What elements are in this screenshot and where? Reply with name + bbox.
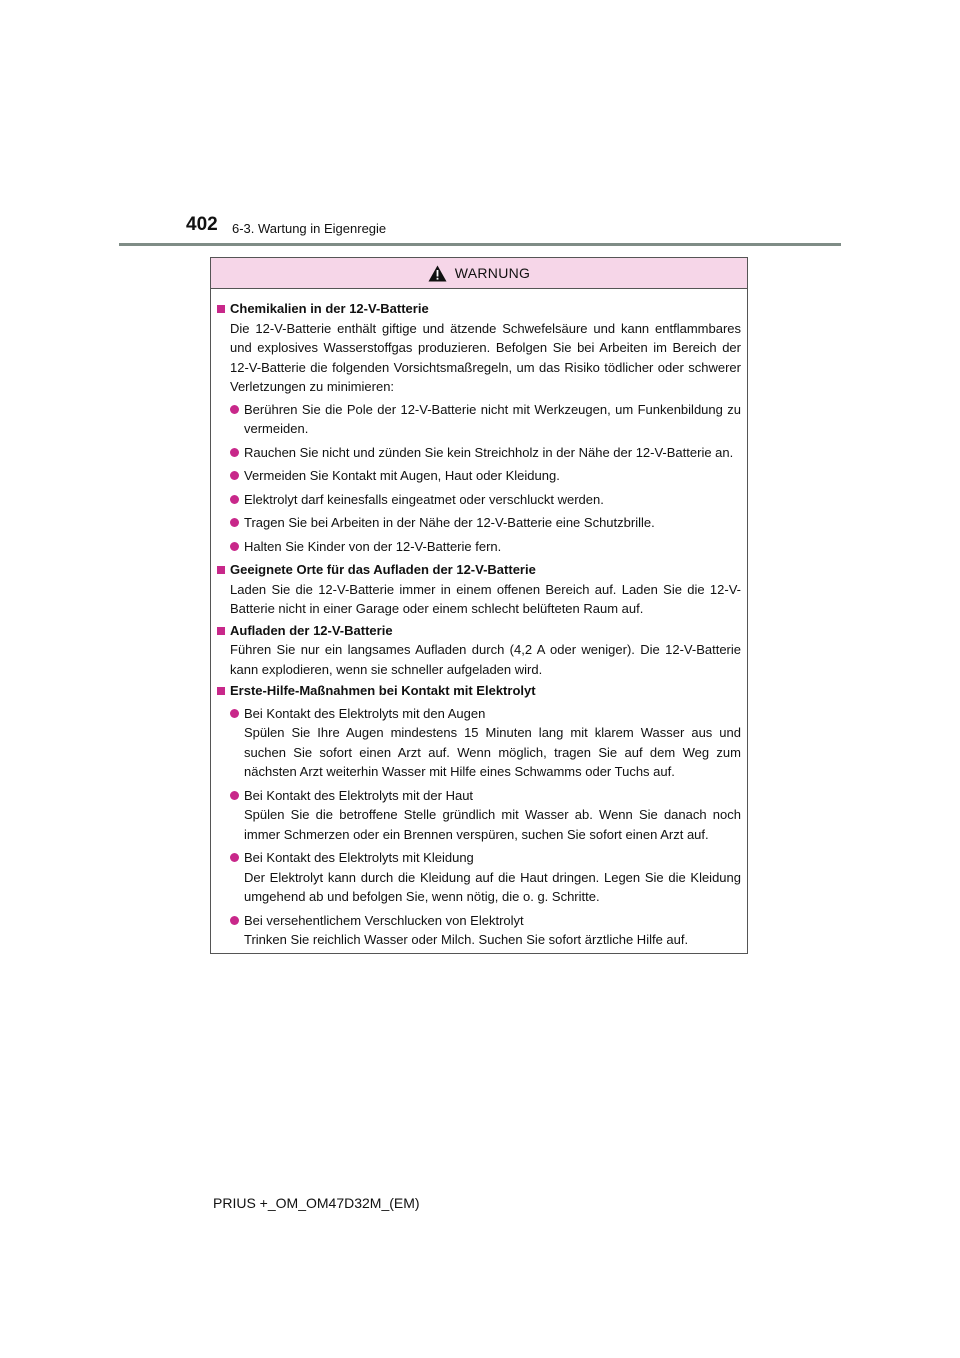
bullet-detail-text: Der Elektrolyt kann durch die Kleidung auf die Haut dringen. Legen Sie die Kleidung umgehend ab und befolgen Sie, wenn nötig, die o. g. Schritte.	[244, 869, 741, 904]
round-bullet-icon	[230, 518, 239, 527]
section-text: Führen Sie nur ein langsames Aufladen durch (4,2 A oder weniger). Die 12-V-Batterie kann explodieren, wenn sie schneller aufgeladen wird.	[230, 642, 741, 677]
section-heading-row	[217, 681, 741, 701]
bullet-content	[244, 490, 741, 510]
warning-section	[217, 560, 741, 619]
section-text: Laden Sie die 12-V-Batterie immer in einem offenen Bereich auf. Laden Sie die 12-V-Batterie nicht in einer Garage oder einem schlecht belüfteten Raum auf.	[230, 581, 741, 616]
warning-section	[217, 621, 741, 680]
bullet-text: Bei Kontakt des Elektrolyts mit den Augen	[244, 705, 486, 721]
round-bullet-icon	[230, 471, 239, 480]
bullet-content	[244, 848, 741, 907]
section-title: 6-3. Wartung in Eigenregie	[232, 221, 387, 236]
header-rule	[119, 243, 841, 246]
section-heading-row	[217, 560, 741, 580]
warning-triangle-icon	[428, 265, 447, 282]
bullet-text: Halten Sie Kinder von der 12-V-Batterie fern.	[244, 538, 502, 554]
page-number: 402	[186, 214, 218, 235]
square-bullet-icon	[217, 305, 225, 313]
bullet-content	[244, 400, 741, 439]
section-heading: Geeignete Orte für das Aufladen der 12-V-Batterie	[230, 562, 536, 577]
warning-box	[210, 257, 748, 954]
bullet-detail-text: Trinken Sie reichlich Wasser oder Milch. Suchen Sie sofort ärztliche Hilfe auf.	[244, 932, 689, 947]
bullet-detail-text: Spülen Sie Ihre Augen mindestens 15 Minuten lang mit klarem Wasser aus und suchen Sie sofort einen Arzt auf. Wenn möglich, tragen Sie auf dem Weg zum nächsten Arzt weiterhin Wasser mit Hilfe eines Schwamms oder Tuchs auf.	[244, 725, 741, 779]
section-heading-row	[217, 299, 741, 319]
section-heading: Aufladen der 12-V-Batterie	[230, 622, 393, 638]
bullet-item	[217, 443, 741, 463]
bullet-detail-text: Spülen Sie die betroffene Stelle gründlich mit Wasser ab. Wenn Sie danach noch immer Schmerzen oder ein Brennen verspüren, suchen Sie sofort einen Arzt auf.	[244, 807, 741, 842]
round-bullet-icon	[230, 709, 239, 718]
bullet-item	[217, 513, 741, 533]
round-bullet-icon	[230, 916, 239, 925]
bullet-content	[244, 704, 741, 782]
document-code: PRIUS +_OM_OM47D32M_(EM)	[213, 1195, 420, 1211]
bullet-item	[217, 537, 741, 557]
bullet-item	[217, 848, 741, 907]
bullet-item	[217, 466, 741, 486]
bullet-content	[244, 466, 741, 486]
warning-section	[217, 681, 741, 950]
bullet-content	[244, 537, 741, 557]
section-text: Die 12-V-Batterie enthält giftige und ätzende Schwefelsäure und kann entflammbares und explosives Wasserstoffgas produzieren. Befolgen Sie bei Arbeiten im Bereich der 12-V-Batterie die folgenden Vorsichtsmaßregeln, um das Risiko tödlicher oder schwerer Verletzungen zu minimieren:	[230, 320, 741, 394]
bullet-text: Bei versehentlichem Verschlucken von Elektrolyt	[244, 912, 524, 928]
round-bullet-icon	[230, 853, 239, 862]
round-bullet-icon	[230, 542, 239, 551]
section-heading-row	[217, 621, 741, 641]
round-bullet-icon	[230, 405, 239, 414]
bullet-item	[217, 911, 741, 950]
bullet-content	[244, 911, 741, 950]
round-bullet-icon	[230, 791, 239, 800]
square-bullet-icon	[217, 566, 225, 574]
warning-section	[217, 299, 741, 556]
section-heading: Chemikalien in der 12-V-Batterie	[230, 301, 429, 316]
bullet-content	[244, 786, 741, 845]
bullet-item	[217, 490, 741, 510]
bullet-text: Berühren Sie die Pole der 12-V-Batterie nicht mit Werkzeugen, um Funkenbildung zu vermeiden.	[244, 401, 741, 436]
warning-title: WARNUNG	[454, 265, 531, 281]
bullet-text: Bei Kontakt des Elektrolyts mit der Haut	[244, 787, 474, 803]
bullet-text: Vermeiden Sie Kontakt mit Augen, Haut oder Kleidung.	[244, 468, 560, 483]
bullet-text: Bei Kontakt des Elektrolyts mit Kleidung	[244, 850, 474, 865]
bullet-content	[244, 443, 741, 463]
round-bullet-icon	[230, 448, 239, 457]
round-bullet-icon	[230, 495, 239, 504]
bullet-item	[217, 704, 741, 782]
square-bullet-icon	[217, 687, 225, 695]
bullet-item	[217, 786, 741, 845]
bullet-text: Rauchen Sie nicht und zünden Sie kein Streichholz in der Nähe der 12-V-Batterie an.	[244, 444, 734, 460]
warning-header	[211, 258, 747, 289]
section-heading: Erste-Hilfe-Maßnahmen bei Kontakt mit Elektrolyt	[230, 683, 536, 698]
bullet-text: Elektrolyt darf keinesfalls eingeatmet oder verschluckt werden.	[244, 491, 604, 507]
square-bullet-icon	[217, 627, 225, 635]
bullet-item	[217, 400, 741, 439]
warning-body	[211, 289, 747, 950]
bullet-text: Tragen Sie bei Arbeiten in der Nähe der 12-V-Batterie eine Schutzbrille.	[244, 515, 655, 530]
bullet-content	[244, 513, 741, 533]
